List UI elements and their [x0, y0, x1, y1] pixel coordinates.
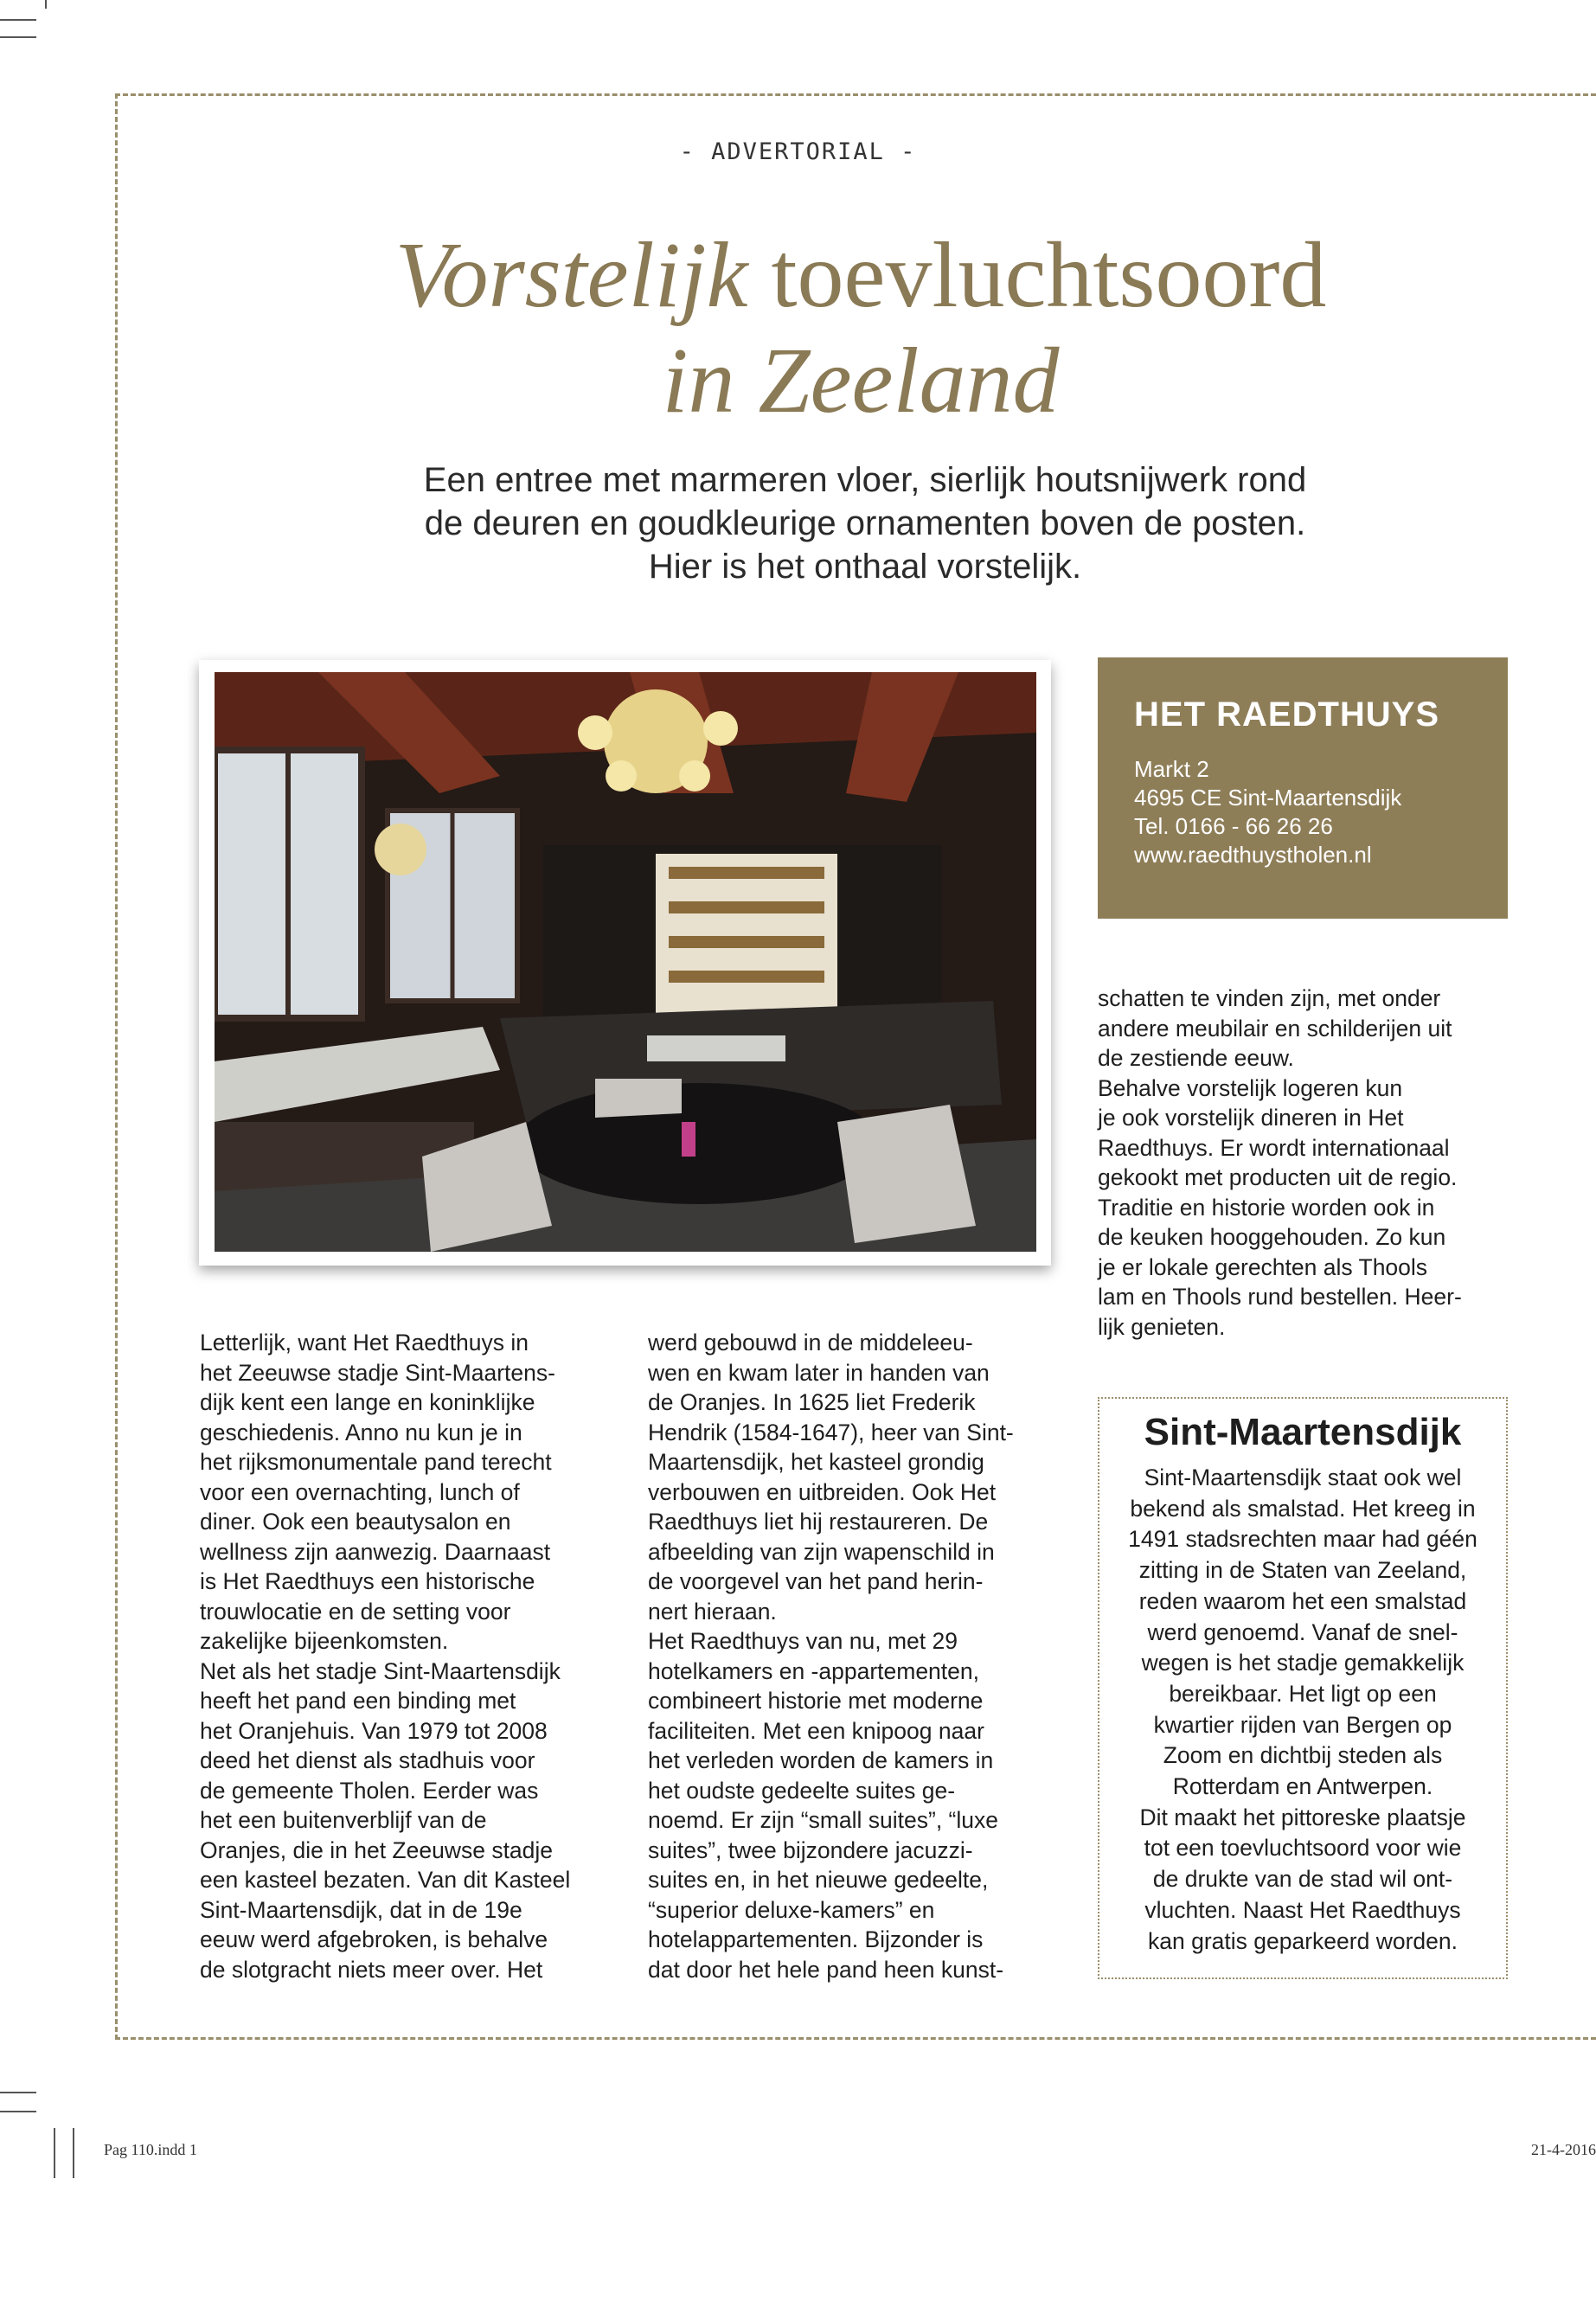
page-title	[0, 223, 1596, 434]
address-city: 4695 CE Sint-Maartensdijk	[1134, 785, 1402, 811]
crop-mark	[0, 19, 36, 21]
text-line: een kasteel bezaten. Van dit Kasteel	[200, 1867, 571, 1893]
text-line: bereikbaar. Het ligt op een	[1169, 1680, 1437, 1707]
text-line: de Oranjes. In 1625 liet Frederik	[648, 1389, 976, 1415]
text-line: gekookt met producten uit de regio.	[1098, 1164, 1458, 1190]
text-line: “superior deluxe-kamers” en	[648, 1896, 935, 1923]
text-line: suites”, twee bijzondere jacuzzi-	[648, 1836, 973, 1863]
text-line: dijk kent een lange en koninklijke	[200, 1389, 535, 1415]
text-line: Sint-Maartensdijk staat ook wel	[1144, 1465, 1462, 1490]
text-line: reden waarom het een smalstad	[1138, 1587, 1467, 1614]
phone-number: Tel. 0166 - 66 26 26	[1134, 813, 1333, 839]
sidebar-title: Sint-Maartensdijk	[1144, 1411, 1462, 1453]
sidebar-box	[1098, 1397, 1508, 1979]
kicker-label: - ADVERTORIAL -	[679, 138, 917, 165]
crop-mark	[0, 2111, 36, 2112]
text-line: diner. Ook een beautysalon en	[200, 1509, 511, 1535]
text-line: het rijksmonumentale pand terecht	[200, 1449, 552, 1475]
crop-mark	[73, 2128, 74, 2178]
contact-infobox	[1098, 657, 1508, 919]
text-line: Dit maakt het pittoreske plaatsje	[1139, 1804, 1466, 1830]
text-line: wegen is het stadje gemakkelijk	[1141, 1650, 1465, 1676]
intro-text	[329, 458, 1401, 588]
text-line: Oranjes, die in het Zeeuwse stadje	[200, 1836, 554, 1863]
text-line: is Het Raedthuys een historische	[200, 1568, 535, 1594]
text-line: je er lokale gerechten als Thools	[1098, 1253, 1428, 1280]
sidebar-body	[1099, 1463, 1506, 1957]
text-line: de slotgracht niets meer over. Het	[200, 1956, 543, 1983]
text-line: heeft het pand een binding met	[200, 1688, 516, 1714]
intro-line: de deuren en goudkleurige ornamenten boven de posten.	[424, 504, 1306, 542]
text-line: schatten te vinden zijn, met onder	[1098, 985, 1441, 1011]
text-line: hotelkamers en -appartementen,	[648, 1657, 979, 1684]
text-line: 1491 stadsrechten maar had géén	[1128, 1526, 1477, 1553]
text-line: suites en, in het nieuwe gedeelte,	[648, 1867, 989, 1893]
text-line: geschiedenis. Anno nu kun je in	[200, 1419, 522, 1445]
crop-mark	[54, 2128, 55, 2178]
text-line: de drukte van de stad wil ont-	[1152, 1866, 1453, 1893]
text-line: lijk genieten.	[1098, 1313, 1226, 1340]
text-line: eeuw werd afgebroken, is behalve	[200, 1926, 548, 1952]
address-street: Markt 2	[1134, 756, 1209, 782]
crop-mark	[45, 0, 47, 9]
article-column-3	[1098, 984, 1530, 1342]
text-line: Behalve vorstelijk logeren kun	[1098, 1074, 1403, 1101]
text-line: Letterlijk, want Het Raedthuys in	[200, 1330, 529, 1356]
text-line: andere meubilair en schilderijen uit	[1098, 1015, 1452, 1042]
crop-mark	[0, 2092, 36, 2093]
text-line: kan gratis geparkeerd worden.	[1148, 1927, 1458, 1954]
text-line: combineert historie met moderne	[648, 1688, 984, 1714]
text-line: noemd. Er zijn “small suites”, “luxe	[648, 1807, 998, 1833]
text-line: de voorgevel van het pand herin-	[648, 1568, 984, 1594]
venue-name: HET RAEDTHUYS	[1134, 695, 1440, 734]
text-line: tot een toevluchtsoord voor wie	[1144, 1835, 1462, 1862]
text-line: Rotterdam en Antwerpen.	[1172, 1773, 1433, 1800]
crop-mark	[0, 36, 36, 38]
article-column-1	[200, 1328, 615, 1984]
text-line: voor een overnachting, lunch of	[200, 1478, 520, 1505]
print-date: 21-4-2016	[1531, 2141, 1596, 2158]
text-line: het een buitenverblijf van de	[200, 1807, 487, 1833]
text-line: bekend als smalstad. Het kreeg in	[1130, 1495, 1476, 1522]
text-line: de gemeente Tholen. Eerder was	[200, 1777, 539, 1804]
title-italic-2: in Zeeland	[662, 330, 1060, 433]
text-line: het oudste gedeelte suites ge-	[648, 1777, 956, 1804]
title-italic-1: Vorstelijk	[394, 224, 748, 327]
text-line: verbouwen en uitbreiden. Ook Het	[648, 1478, 997, 1505]
website-link[interactable]: www.raedthuystholen.nl	[1134, 842, 1372, 868]
text-line: Traditie en historie worden ook in	[1098, 1194, 1435, 1221]
text-line: de keuken hooggehouden. Zo kun	[1098, 1224, 1446, 1250]
bar-interior-image	[215, 672, 1036, 1252]
text-line: afbeelding van zijn wapenschild in	[648, 1538, 995, 1565]
text-line: Raedthuys. Er wordt internationaal	[1098, 1134, 1450, 1161]
text-line: wellness zijn aanwezig. Daarnaast	[200, 1538, 551, 1565]
text-line: Raedthuys liet hij restaureren. De	[648, 1509, 989, 1535]
text-line: Zoom en dichtbij steden als	[1163, 1742, 1443, 1769]
text-line: je ook vorstelijk dineren in Het	[1098, 1105, 1404, 1131]
hotel-bar-photo	[199, 660, 1051, 1266]
intro-line: Hier is het onthaal vorstelijk.	[648, 548, 1082, 586]
text-line: zitting in de Staten van Zeeland,	[1138, 1557, 1467, 1584]
file-slug: Pag 110.indd 1	[104, 2141, 197, 2158]
text-line: het Zeeuwse stadje Sint-Maartens-	[200, 1359, 555, 1386]
article-column-2	[648, 1328, 1063, 1984]
text-line: werd gebouwd in de middeleeu-	[648, 1330, 973, 1356]
text-line: deed het dienst als stadhuis voor	[200, 1747, 535, 1773]
text-line: wen en kwam later in handen van	[648, 1359, 990, 1386]
text-line: faciliteiten. Met een knipoog naar	[648, 1717, 984, 1744]
text-line: Het Raedthuys van nu, met 29	[648, 1628, 958, 1654]
text-line: trouwlocatie en de setting voor	[200, 1598, 511, 1625]
text-line: werd genoemd. Vanaf de snel-	[1147, 1618, 1458, 1645]
text-line: het Oranjehuis. Van 1979 tot 2008	[200, 1717, 548, 1744]
text-line: de zestiende eeuw.	[1098, 1045, 1294, 1071]
text-line: het verleden worden de kamers in	[648, 1747, 994, 1773]
text-line: vluchten. Naast Het Raedthuys	[1144, 1896, 1461, 1923]
text-line: Sint-Maartensdijk, dat in de 19e	[200, 1896, 522, 1923]
text-line: Hendrik (1584-1647), heer van Sint-	[648, 1419, 1014, 1445]
text-line: Net als het stadje Sint-Maartensdijk	[200, 1657, 561, 1684]
title-regular-1: toevluchtsoord	[771, 224, 1327, 327]
text-line: zakelijke bijeenkomsten.	[200, 1628, 449, 1654]
intro-line: Een entree met marmeren vloer, sierlijk houtsnijwerk rond	[423, 461, 1307, 499]
text-line: kwartier rijden van Bergen op	[1153, 1711, 1452, 1738]
text-line: lam en Thools rund bestellen. Heer-	[1098, 1284, 1462, 1310]
text-line: nert hieraan.	[648, 1598, 777, 1625]
text-line: Maartensdijk, het kasteel grondig	[648, 1449, 984, 1475]
text-line: dat door het hele pand heen kunst-	[648, 1956, 1004, 1983]
text-line: hotelappartementen. Bijzonder is	[648, 1926, 984, 1952]
